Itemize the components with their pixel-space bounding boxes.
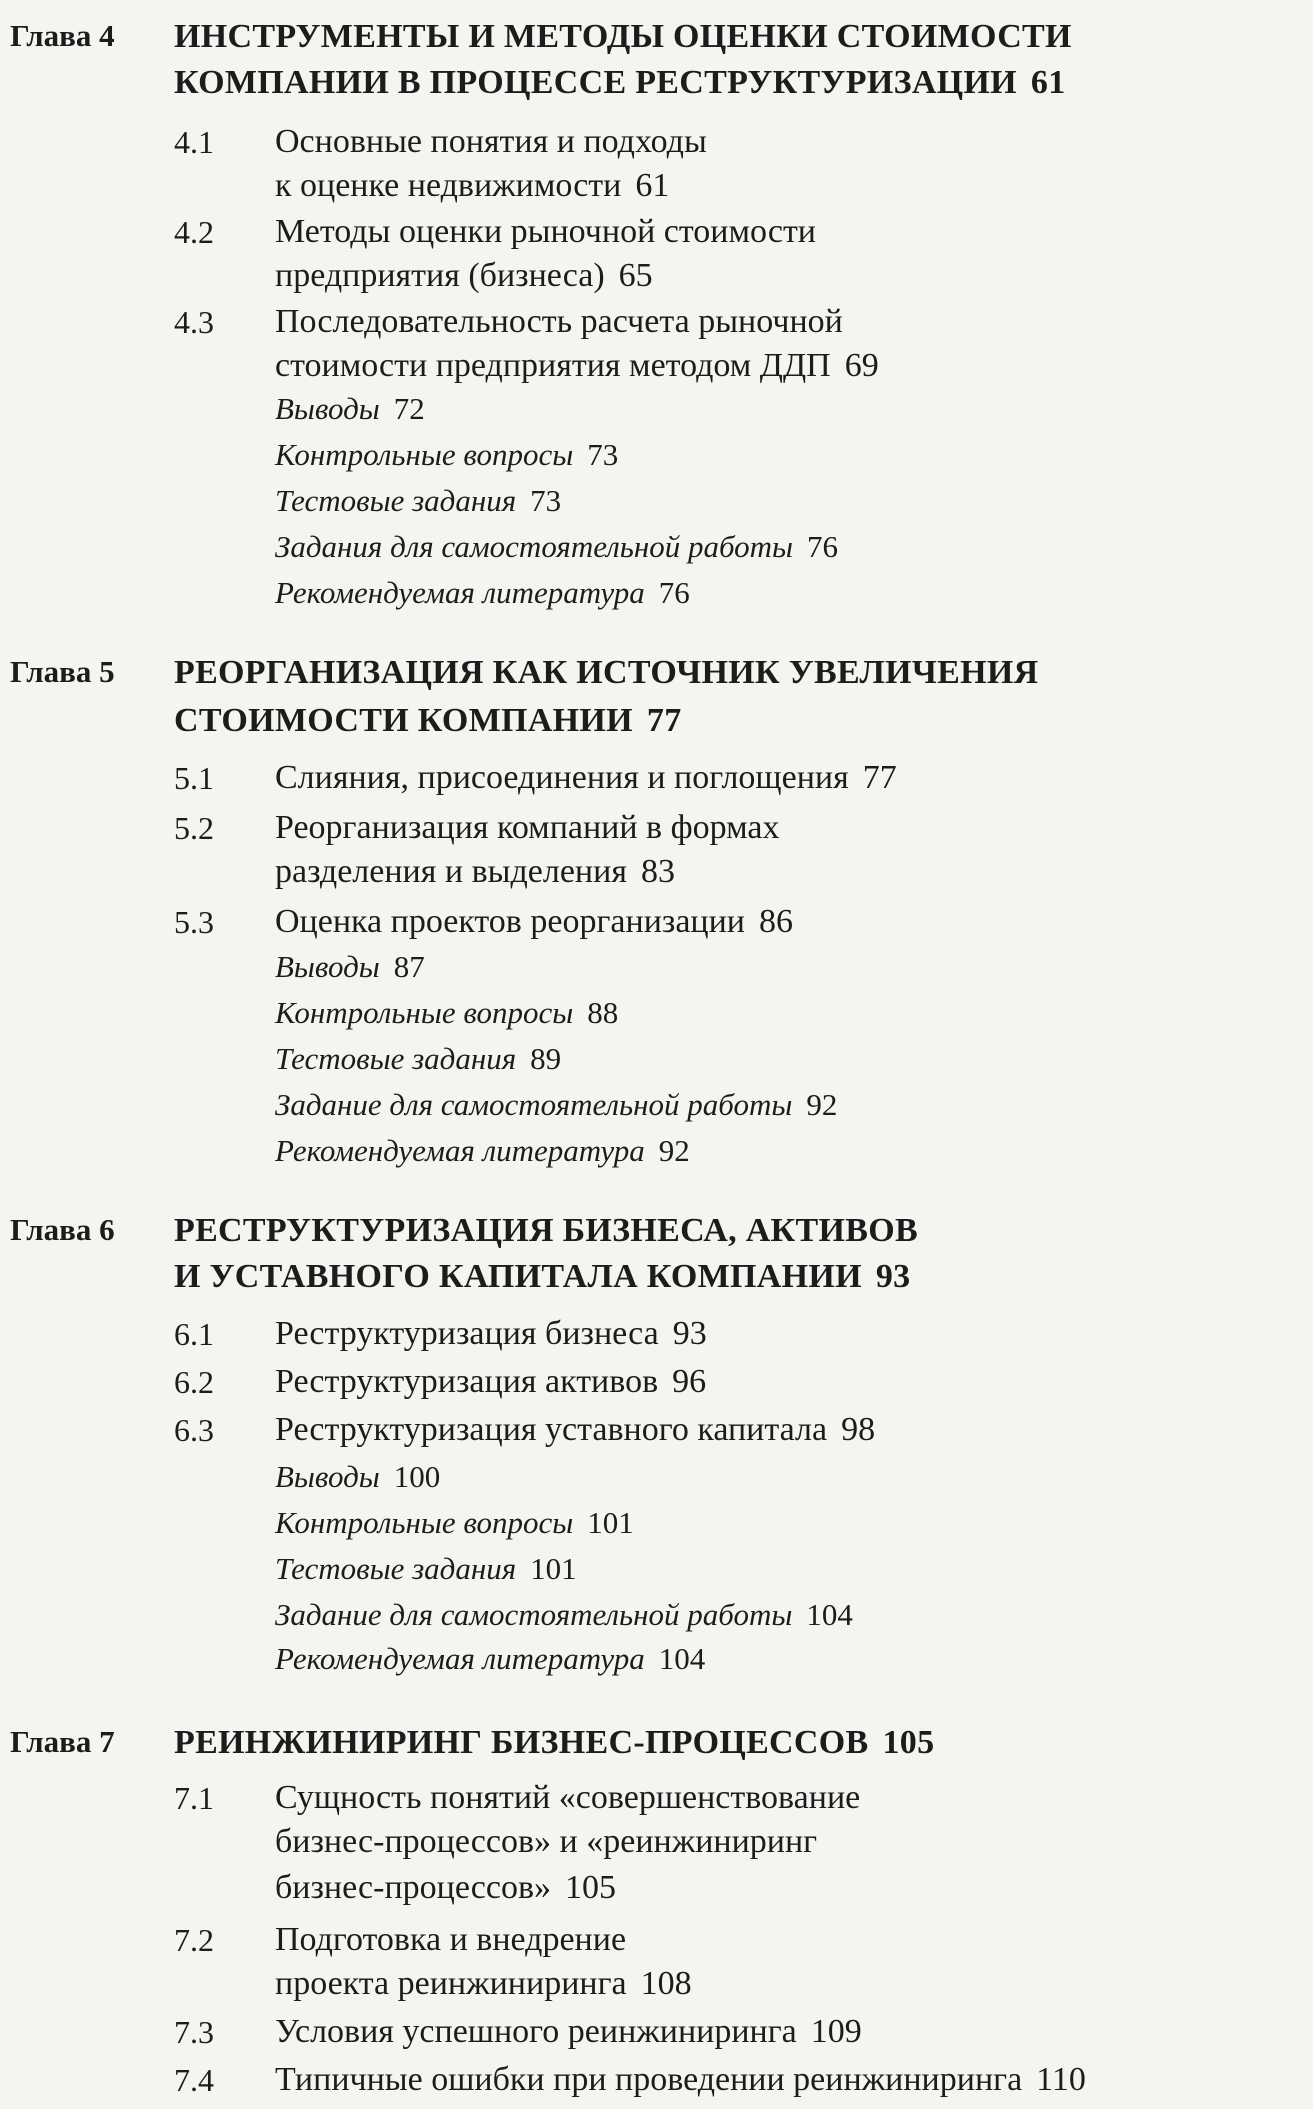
section-title-line: проекта реинжиниринга: [275, 1965, 627, 2002]
page-number: 86: [759, 903, 793, 940]
page-number: 76: [658, 575, 690, 610]
misc-label: Тестовые задания: [275, 1551, 517, 1586]
chapter-label: Глава 4: [10, 18, 115, 53]
misc-label: Выводы: [275, 391, 380, 426]
section-title-line: бизнес-процессов» и «реинжиниринг: [275, 1823, 818, 1860]
section-number: 7.3: [174, 2014, 214, 2050]
section-number: 4.3: [174, 304, 214, 340]
section-title-line: стоимости предприятия методом ДДП: [275, 347, 831, 384]
page-number: 104: [658, 1641, 706, 1676]
section-title-line: Сущность понятий «совершенствование: [275, 1779, 861, 1816]
page-number: 88: [587, 995, 619, 1030]
page-number: 110: [1036, 2061, 1086, 2098]
page-number: 108: [640, 1965, 692, 2002]
page-number: 105: [882, 1724, 935, 1761]
misc-label: Тестовые задания: [275, 1041, 517, 1076]
page-number: 101: [530, 1551, 577, 1586]
section-number: 7.2: [174, 1922, 214, 1958]
section-title-line: Реструктуризация бизнеса: [275, 1315, 659, 1352]
misc-label: Контрольные вопросы: [275, 1505, 574, 1540]
section-number: 5.1: [174, 760, 214, 796]
page-number: 101: [587, 1505, 634, 1540]
section-title-line: Условия успешного реинжиниринга: [275, 2013, 797, 2050]
misc-label: Выводы: [275, 1459, 380, 1494]
section-title-line: Реструктуризация активов: [275, 1363, 659, 1400]
section-number: 6.2: [174, 1364, 214, 1400]
misc-label: Задание для самостоятельной работы: [275, 1087, 793, 1122]
section-number: 7.4: [174, 2062, 214, 2098]
page-number: 72: [393, 391, 425, 426]
section-title-line: Типичные ошибки при проведении реинжиниринга: [275, 2061, 1023, 2098]
chapter-label: Глава 7: [10, 1724, 115, 1759]
section-title-line: разделения и выделения: [275, 853, 627, 890]
section-title-line: Последовательность расчета рыночной: [275, 303, 843, 340]
section-title-line: Оценка проектов реорганизации: [275, 903, 745, 940]
page-number: 100: [393, 1459, 441, 1494]
section-number: 5.2: [174, 810, 214, 846]
section-title-line: к оценке недвижимости: [275, 167, 622, 204]
page-number: 73: [587, 437, 619, 472]
chapter-title-line: РЕИНЖИНИРИНГ БИЗНЕС-ПРОЦЕССОВ: [174, 1724, 869, 1761]
misc-label: Тестовые задания: [275, 483, 517, 518]
page-number: 61: [1030, 64, 1066, 101]
page-number: 93: [672, 1315, 707, 1352]
misc-label: Контрольные вопросы: [275, 995, 574, 1030]
page-number: 77: [862, 759, 897, 796]
page-number: 83: [640, 853, 675, 890]
page-number: 65: [618, 257, 653, 294]
misc-label: Выводы: [275, 949, 380, 984]
page-number: 76: [807, 529, 839, 564]
chapter-title-line: И УСТАВНОГО КАПИТАЛА КОМПАНИИ: [174, 1258, 862, 1295]
section-title-line: Реструктуризация уставного капитала: [275, 1411, 828, 1448]
chapter-title-line: КОМПАНИИ В ПРОЦЕССЕ РЕСТРУКТУРИЗАЦИИ: [174, 64, 1017, 101]
section-title-line: Основные понятия и подходы: [275, 123, 707, 160]
page-number: 92: [806, 1087, 838, 1122]
misc-label: Задание для самостоятельной работы: [275, 1597, 793, 1632]
section-number: 6.1: [174, 1316, 214, 1352]
page-number: 96: [672, 1363, 707, 1400]
page-number: 98: [841, 1411, 876, 1448]
chapter-title-line: РЕСТРУКТУРИЗАЦИЯ БИЗНЕСА, АКТИВОВ: [174, 1212, 918, 1249]
misc-label: Рекомендуемая литература: [275, 1133, 645, 1168]
chapter-title-line: РЕОРГАНИЗАЦИЯ КАК ИСТОЧНИК УВЕЛИЧЕНИЯ: [174, 654, 1039, 691]
page-number: 105: [565, 1869, 617, 1906]
misc-label: Рекомендуемая литература: [275, 1641, 645, 1676]
page-number: 69: [844, 347, 879, 384]
misc-label: Контрольные вопросы: [275, 437, 574, 472]
page-number: 89: [530, 1041, 562, 1076]
section-title-line: Подготовка и внедрение: [275, 1921, 627, 1958]
section-number: 7.1: [174, 1780, 214, 1816]
chapter-label: Глава 6: [10, 1212, 115, 1247]
section-title-line: Реорганизация компаний в формах: [275, 809, 780, 846]
section-number: 6.3: [174, 1412, 214, 1448]
page-number: 73: [530, 483, 562, 518]
chapter-title-line: ИНСТРУМЕНТЫ И МЕТОДЫ ОЦЕНКИ СТОИМОСТИ: [174, 18, 1072, 55]
page-number: 92: [658, 1133, 690, 1168]
section-title-line: бизнес-процессов»: [275, 1869, 552, 1906]
section-title-line: предприятия (бизнеса): [275, 257, 605, 294]
chapter-label: Глава 5: [10, 654, 115, 689]
page-number: 109: [810, 2013, 862, 2050]
page-number: 61: [635, 167, 670, 204]
chapter-title-line: СТОИМОСТИ КОМПАНИИ: [174, 702, 633, 739]
misc-label: Задания для самостоятельной работы: [275, 529, 794, 564]
section-number: 5.3: [174, 904, 214, 940]
section-title-line: Методы оценки рыночной стоимости: [275, 213, 816, 250]
page-number: 104: [806, 1597, 853, 1632]
page-number: 87: [393, 949, 425, 984]
section-number: 4.1: [174, 124, 214, 160]
page-number: 77: [646, 702, 682, 739]
page-number: 93: [875, 1258, 911, 1295]
misc-label: Рекомендуемая литература: [275, 575, 645, 610]
section-number: 4.2: [174, 214, 214, 250]
section-title-line: Слияния, присоединения и поглощения: [275, 759, 849, 796]
